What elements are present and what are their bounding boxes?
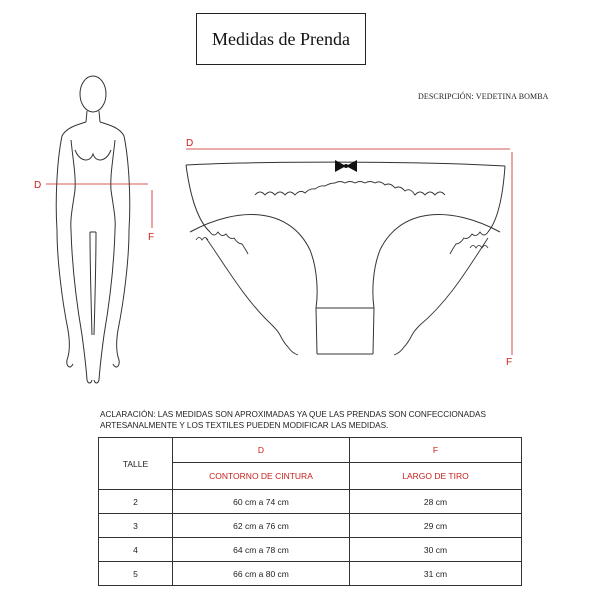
tiro-header: LARGO DE TIRO bbox=[350, 463, 522, 490]
garment-drawing bbox=[186, 162, 505, 355]
tiro-cell: 29 cm bbox=[350, 514, 522, 538]
table-header-row bbox=[99, 438, 522, 463]
body-d-label: D bbox=[34, 180, 42, 191]
tiro-cell: 31 cm bbox=[350, 562, 522, 586]
d-header: D bbox=[173, 438, 350, 463]
cintura-cell: 62 cm a 76 cm bbox=[173, 514, 350, 538]
table-row bbox=[99, 562, 522, 586]
talle-header: TALLE bbox=[99, 438, 173, 490]
garment-description: DESCRIPCIÓN: VEDETINA BOMBA bbox=[418, 92, 549, 101]
talle-cell: 2 bbox=[99, 490, 173, 514]
tiro-cell: 30 cm bbox=[350, 538, 522, 562]
size-table bbox=[98, 437, 522, 586]
body-f-label: F bbox=[148, 232, 155, 243]
table-row bbox=[99, 490, 522, 514]
cintura-cell: 66 cm a 80 cm bbox=[173, 562, 350, 586]
cintura-cell: 60 cm a 74 cm bbox=[173, 490, 350, 514]
garment-f-label: F bbox=[506, 357, 513, 368]
table-row bbox=[99, 538, 522, 562]
measurement-note: ACLARACIÓN: LAS MEDIDAS SON APROXIMADAS YA QUE LAS PRENDAS SON CONFECCIONADAS ARTESANALMENTE Y LOS TEXTILES PUEDEN MODIFICAR LAS MEDIDAS. bbox=[100, 410, 486, 430]
talle-cell: 4 bbox=[99, 538, 173, 562]
body-figure bbox=[56, 76, 130, 383]
page-title-text: Medidas de Prenda bbox=[212, 28, 350, 49]
tiro-cell: 28 cm bbox=[350, 490, 522, 514]
talle-cell: 5 bbox=[99, 562, 173, 586]
garment-d-label: D bbox=[186, 138, 194, 149]
cintura-header: CONTORNO DE CINTURA bbox=[173, 463, 350, 490]
talle-cell: 3 bbox=[99, 514, 173, 538]
table-row bbox=[99, 514, 522, 538]
f-header: F bbox=[350, 438, 522, 463]
cintura-cell: 64 cm a 78 cm bbox=[173, 538, 350, 562]
